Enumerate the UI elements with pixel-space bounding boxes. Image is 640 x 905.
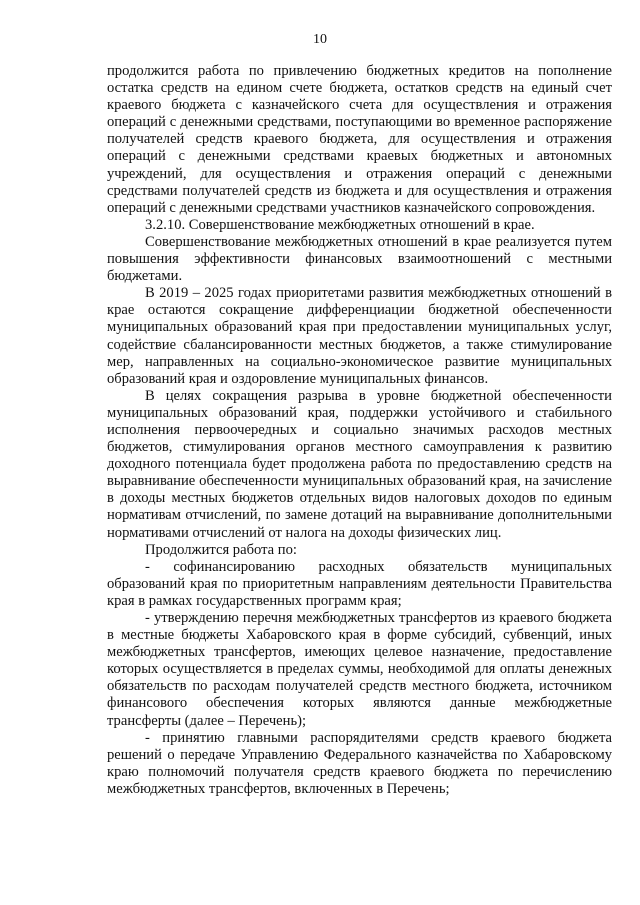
list-item-transfer-list-approval: - утверждению перечня межбюджетных трансфертов из краевого бюджета в местные бюджеты Хабаровского края в форме субсидий, субвенций, иных межбюджетных трансфертов, имеющих целевое назначение, предоставление которых осуществляется в пределах суммы, необходимой для оплаты денежных обязательств по расходам получателей средств местного бюджета, источником финансового обеспечения которых являются данные межбюджетные трансферты (далее – Перечень); [107,610,612,729]
list-item-cofinancing: - софинансированию расходных обязательств муниципальных образований края по приоритетным направлениям деятельности Правительства края в рамках государственных программ края; [107,558,612,609]
paragraph-treasury-operations: продолжится работа по привлечению бюджетных кредитов на пополнение остатка средств на едином счете бюджета, остатков средств на единый счет краевого бюджета с казначейского счета для осуществления и отражения операций с денежными средствами, поступающими во временное распоряжение получателей средств краевого бюджета, для осуществления и отражения операций с денежными средствами краевых бюджетных и автономных учреждений, для осуществления и отражения операций с денежными средствами получателей средств из бюджета и для осуществления и отражения операций с денежными средствами участников казначейского сопровождения. [107,63,612,216]
page-number: 10 [313,32,327,47]
paragraph-interbudget-improvement: Совершенствование межбюджетных отношений в крае реализуется путем повышения эффективности финансовых взаимоотношений с местными бюджетами. [107,233,612,285]
list-item-treasury-authority-transfer: - принятию главными распорядителями средств краевого бюджета решений о передаче Управлению Федерального казначейства по Хабаровскому краю полномочий получателя средств краевого бюджета по перечислению межбюджетных трансфертов, включенных в Перечень; [107,729,612,797]
paragraph-equalization-measures: В целях сокращения разрыва в уровне бюджетной обеспеченности муниципальных образований края, поддержки устойчивого и стабильного исполнения первоочередных и социально значимых расходов местных бюджетов, стимулирования органов местного самоуправления к развитию доходного потенциала будет продолжена работа по предоставлению средств на выравнивание обеспеченности муниципальных образований края, на зачисление в доходы местных бюджетов отдельных видов налоговых доходов по единым нормативам отчислений, по замене дотаций на выравнивание дополнительными нормативами отчислений от налога на доходы физических лиц. [107,387,612,541]
paragraph-work-continues-intro: Продолжится работа по: [145,541,297,558]
document-body [107,63,612,798]
section-heading-3-2-10: 3.2.10. Совершенствование межбюджетных отношений в крае. [145,216,535,233]
paragraph-priorities-2019-2025: В 2019 – 2025 годах приоритетами развития межбюджетных отношений в крае остаются сокращение дифференциации бюджетной обеспеченности муниципальных образований края при предоставлении муниципальных услуг, содействие сбалансированности местных бюджетов, а также стимулирование мер, направленных на социально-экономическое развитие муниципальных образований края и оздоровление муниципальных финансов. [107,285,612,387]
